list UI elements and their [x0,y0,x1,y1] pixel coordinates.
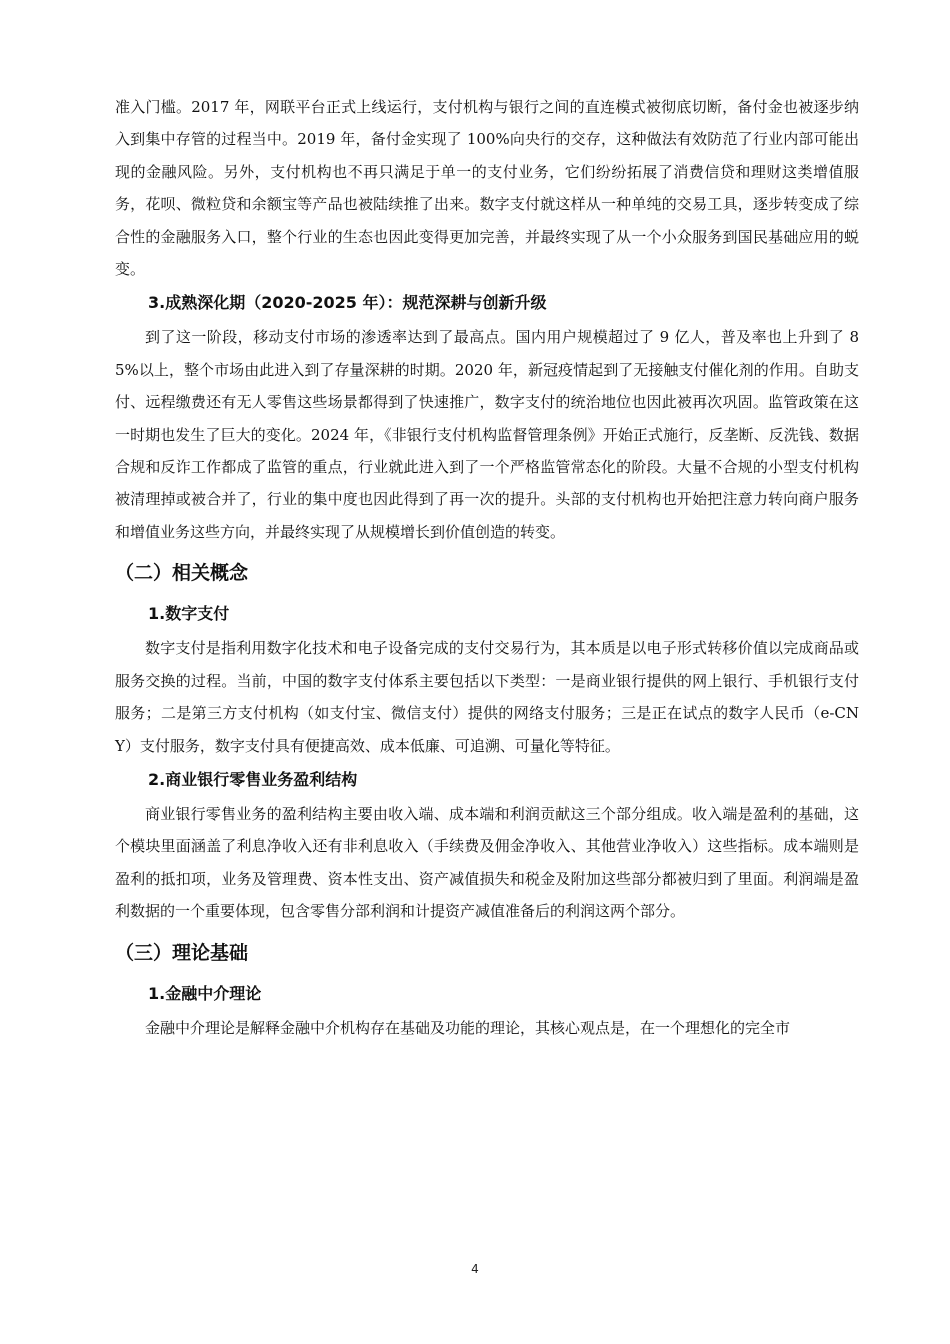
paragraph-stage3: 到了这一阶段，移动支付市场的渗透率达到了最高点。国内用户规模超过了 9 亿人，普及率也上升到了 85%以上，整个市场由此进入到了存量深耕的时期。2020 年，新冠疫情起到了无接触支付催化剂的作用。自助支付、远程缴费还有无人零售这些场景都得到了快速推广，数字支付的统治地位也因此被再次巩固。监管政策在这一时期也发生了巨大的变化。2024 年，《非银行支付机构监督管理条例》开始正式施行，反垄断、反洗钱、数据合规和反诈工作都成了监管的重点，行业就此进入到了一个严格监管常态化的阶段。大量不合规的小型支付机构被清理掉或被合并了，行业的集中度也因此得到了再一次的提升。头部的支付机构也开始把注意力转向商户服务和增值业务这些方向，并最终实现了从规模增长到价值创造的转变。 [115,328,859,541]
section-heading-concepts: （二）相关概念 [115,562,249,585]
subheading-stage3: 3.成熟深化期（2020-2025 年）：规范深耕与创新升级 [148,293,547,313]
paragraph-intro: 准入门槛。2017 年，网联平台正式上线运行，支付机构与银行之间的直连模式被彻底切断，备付金也被逐步纳入到集中存管的过程当中。2019 年，备付金实现了 100%向央行的交存，这种做法有效防范了行业内部可能出现的金融风险。另外，支付机构也不再只满足于单一的支付业务，它们纷纷拓展了消费信贷和理财这类增值服务，花呗、微粒贷和余额宝等产品也被陆续推了出来。数字支付就这样从一种单纯的交易工具，逐步转变成了综合性的金融服务入口，整个行业的生态也因此变得更加完善，并最终实现了从一个小众服务到国民基础应用的蜕变。 [115,98,859,279]
paragraph-intermediation: 金融中介理论是解释金融中介机构存在基础及功能的理论，其核心观点是，在一个理想化的完全市 [145,1018,791,1037]
section-heading-theory: （三）理论基础 [115,941,249,964]
paragraph-digital-payment: 数字支付是指利用数字化技术和电子设备完成的支付交易行为，其本质是以电子形式转移价值以完成商品或服务交换的过程。当前，中国的数字支付体系主要包括以下类型：一是商业银行提供的网上银行、手机银行支付服务；二是第三方支付机构（如支付宝、微信支付）提供的网络支付服务；三是正在试点的数字人民币（e-CNY）支付服务，数字支付具有便捷高效、成本低廉、可追溯、可量化等特征。 [115,639,859,755]
subheading-digital-payment: 1.数字支付 [148,604,230,624]
subheading-intermediation: 1.金融中介理论 [148,983,262,1003]
page-number: 4 [471,1262,479,1276]
paragraph-profit-structure: 商业银行零售业务的盈利结构主要由收入端、成本端和利润贡献这三个部分组成。收入端是盈利的基础，这个模块里面涵盖了利息净收入还有非利息收入（手续费及佣金净收入、其他营业净收入）这些指标。成本端则是盈利的抵扣项，业务及管理费、资本性支出、资产减值损失和税金及附加这些部分都被归到了里面。利润端是盈利数据的一个重要体现，包含零售分部利润和计提资产减值准备后的利润这两个部分。 [115,804,859,921]
subheading-profit-structure: 2.商业银行零售业务盈利结构 [148,769,358,789]
page-body [115,91,859,1044]
